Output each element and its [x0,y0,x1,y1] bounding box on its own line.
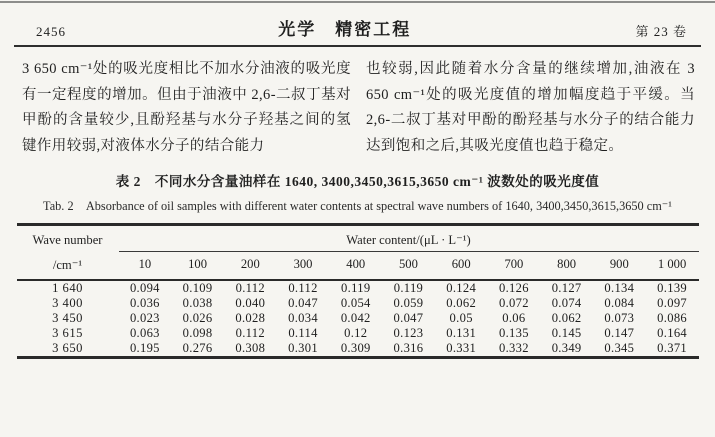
absorbance-value-cell: 0.301 [288,340,318,355]
absorbance-value-cell: 0.195 [129,340,160,355]
absorbance-value-cell: 0.040 [235,295,266,310]
absorbance-value-cell: 0.06 [502,310,526,325]
water-content-column-header: 1 000 [646,252,699,280]
right-column-paragraph: 也较弱,因此随着水分含量的继续增加,油液在 3 650 cm⁻¹处的吸光度值的增加幅度趋于平缓。当 2,6-二叔丁基对甲酚的酚羟基与水分子的结合能力达到饱和之后,其吸光度值也趋于稳定。 [366,61,695,154]
absorbance-value-cell: 0.054 [340,295,371,310]
table-row [17,296,699,311]
water-content-column-header: 100 [171,252,224,280]
page-number: 2456 [36,24,66,39]
water-content-column-header: 400 [329,252,382,280]
table-row [17,311,699,326]
left-column-paragraph: 3 650 cm⁻¹处的吸光度相比不加水分油液的吸光度有一定程度的增加。但由于油液中 2,6-二叔丁基对甲酚的含量较少,且酚羟基与水分子羟基之间的氢键作用较弱,对液体水分子的结合能力 [22,61,351,154]
water-content-column-header: 10 [119,252,172,280]
absorbance-value-cell: 0.023 [129,310,160,325]
absorbance-table [17,223,699,359]
absorbance-value-cell: 0.084 [604,295,635,310]
absorbance-value-cell: 0.109 [182,280,213,295]
absorbance-value-cell: 0.331 [446,340,477,355]
absorbance-value-cell: 0.126 [498,280,529,295]
table-row [17,341,699,358]
absorbance-value-cell: 0.112 [288,280,318,295]
absorbance-value-cell: 0.332 [498,340,529,355]
absorbance-value-cell: 0.098 [182,325,213,340]
wave-number-cell: 3 400 [52,295,83,310]
absorbance-value-cell: 0.112 [235,325,265,340]
absorbance-value-cell: 0.131 [446,325,477,340]
absorbance-value-cell: 0.05 [449,310,473,325]
absorbance-value-cell: 0.134 [604,280,635,295]
scan-top-edge [0,1,715,3]
absorbance-value-cell: 0.028 [235,310,266,325]
running-head [14,0,701,47]
volume-label: 第 23 卷 [635,24,687,39]
body-text [12,47,703,159]
absorbance-value-cell: 0.097 [657,295,688,310]
absorbance-value-cell: 0.135 [498,325,529,340]
wave-number-header: Wave number [32,232,103,247]
water-content-column-header: 600 [435,252,488,280]
table-caption-zh: 表 2 不同水分含量油样在 1640, 3400,3450,3615,3650 cm⁻¹ 波数处的吸光度值 [115,174,600,189]
absorbance-value-cell: 0.026 [182,310,213,325]
absorbance-value-cell: 0.123 [393,325,424,340]
absorbance-value-cell: 0.063 [129,325,160,340]
absorbance-value-cell: 0.086 [657,310,688,325]
absorbance-value-cell: 0.062 [446,295,477,310]
absorbance-value-cell: 0.119 [341,280,371,295]
absorbance-value-cell: 0.147 [604,325,635,340]
wave-number-cell: 3 450 [52,310,83,325]
table-caption-en: Tab. 2 Absorbance of oil samples with different water contents at spectral wave numbers of 1640, 3400,3450,3615,3650 cm⁻¹ [43,199,672,213]
water-content-column-header: 900 [593,252,646,280]
absorbance-value-cell: 0.034 [288,310,318,325]
wave-number-cell: 1 640 [52,280,83,295]
absorbance-value-cell: 0.059 [393,295,424,310]
table-row [17,326,699,341]
water-content-column-header: 300 [277,252,330,280]
absorbance-value-cell: 0.345 [604,340,635,355]
absorbance-value-cell: 0.371 [657,340,688,355]
absorbance-value-cell: 0.038 [182,295,213,310]
absorbance-value-cell: 0.164 [657,325,688,340]
absorbance-value-cell: 0.276 [182,340,213,355]
water-content-column-header: 700 [488,252,541,280]
water-content-column-header: 200 [224,252,277,280]
water-content-group-header: Water content/(μL · L⁻¹) [119,225,699,252]
absorbance-value-cell: 0.308 [235,340,266,355]
absorbance-value-cell: 0.094 [129,280,160,295]
absorbance-value-cell: 0.145 [551,325,582,340]
wave-number-cell: 3 650 [52,340,83,355]
wave-number-cell: 3 615 [52,325,83,340]
absorbance-value-cell: 0.349 [551,340,582,355]
absorbance-value-cell: 0.139 [657,280,688,295]
absorbance-value-cell: 0.042 [340,310,371,325]
absorbance-value-cell: 0.309 [340,340,371,355]
absorbance-value-cell: 0.047 [393,310,424,325]
absorbance-value-cell: 0.119 [393,280,424,295]
absorbance-value-cell: 0.072 [498,295,529,310]
absorbance-value-cell: 0.073 [604,310,635,325]
absorbance-value-cell: 0.114 [288,325,318,340]
absorbance-value-cell: 0.047 [288,295,318,310]
absorbance-value-cell: 0.124 [446,280,477,295]
absorbance-value-cell: 0.036 [129,295,160,310]
absorbance-value-cell: 0.112 [235,280,265,295]
absorbance-value-cell: 0.12 [344,325,368,340]
table-row [17,280,699,296]
journal-title: 光学 精密工程 [278,20,412,39]
wave-number-unit: /cm⁻¹ [17,252,119,280]
absorbance-value-cell: 0.127 [551,280,582,295]
water-content-column-header: 500 [382,252,435,280]
absorbance-value-cell: 0.316 [393,340,424,355]
absorbance-value-cell: 0.062 [551,310,582,325]
absorbance-value-cell: 0.074 [551,295,582,310]
water-content-column-header: 800 [540,252,593,280]
